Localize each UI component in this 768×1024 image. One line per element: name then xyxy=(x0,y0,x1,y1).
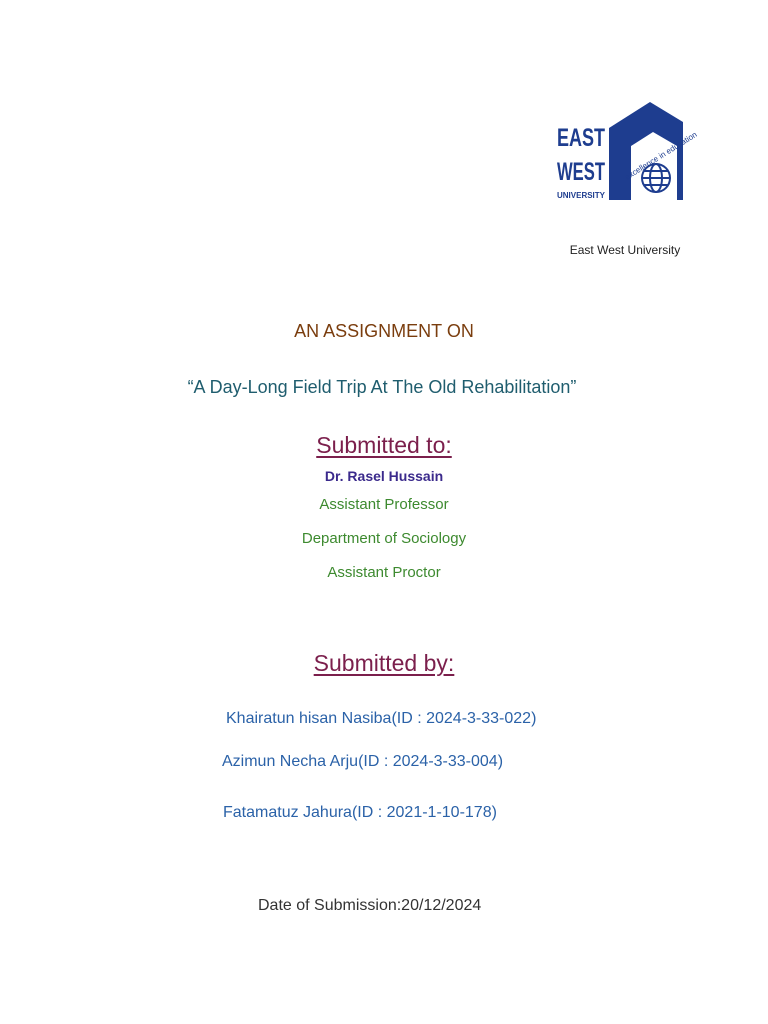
logo-caption: East West University xyxy=(569,243,681,257)
university-logo xyxy=(553,102,705,206)
submitted-to-heading: Submitted to: xyxy=(316,432,452,458)
supervisor-role: Assistant Proctor xyxy=(327,564,441,581)
submission-date: Date of Submission:20/12/2024 xyxy=(258,897,482,914)
svg-text:UNIVERSITY: UNIVERSITY xyxy=(557,191,606,200)
submitted-by-heading: Submitted by: xyxy=(313,650,455,676)
group-member: Azimun Necha Arju(ID : 2024-3-33-004) xyxy=(222,753,504,770)
svg-text:EAST: EAST xyxy=(557,124,605,152)
supervisor-name: Dr. Rasel Hussain xyxy=(324,468,444,484)
group-member: Khairatun hisan Nasiba(ID : 2024-3-33-022) xyxy=(226,710,537,727)
assignment-heading: AN ASSIGNMENT ON xyxy=(294,321,474,341)
svg-text:excellence in education: excellence in education xyxy=(623,129,699,182)
supervisor-designation: Assistant Professor xyxy=(319,496,449,513)
svg-text:WEST: WEST xyxy=(557,158,605,186)
assignment-title: “A Day-Long Field Trip At The Old Rehabilitation” xyxy=(187,377,577,397)
supervisor-department: Department of Sociology xyxy=(301,530,467,547)
east-west-university-logo-icon xyxy=(553,102,705,206)
group-member: Fatamatuz Jahura(ID : 2021-1-10-178) xyxy=(223,804,497,821)
